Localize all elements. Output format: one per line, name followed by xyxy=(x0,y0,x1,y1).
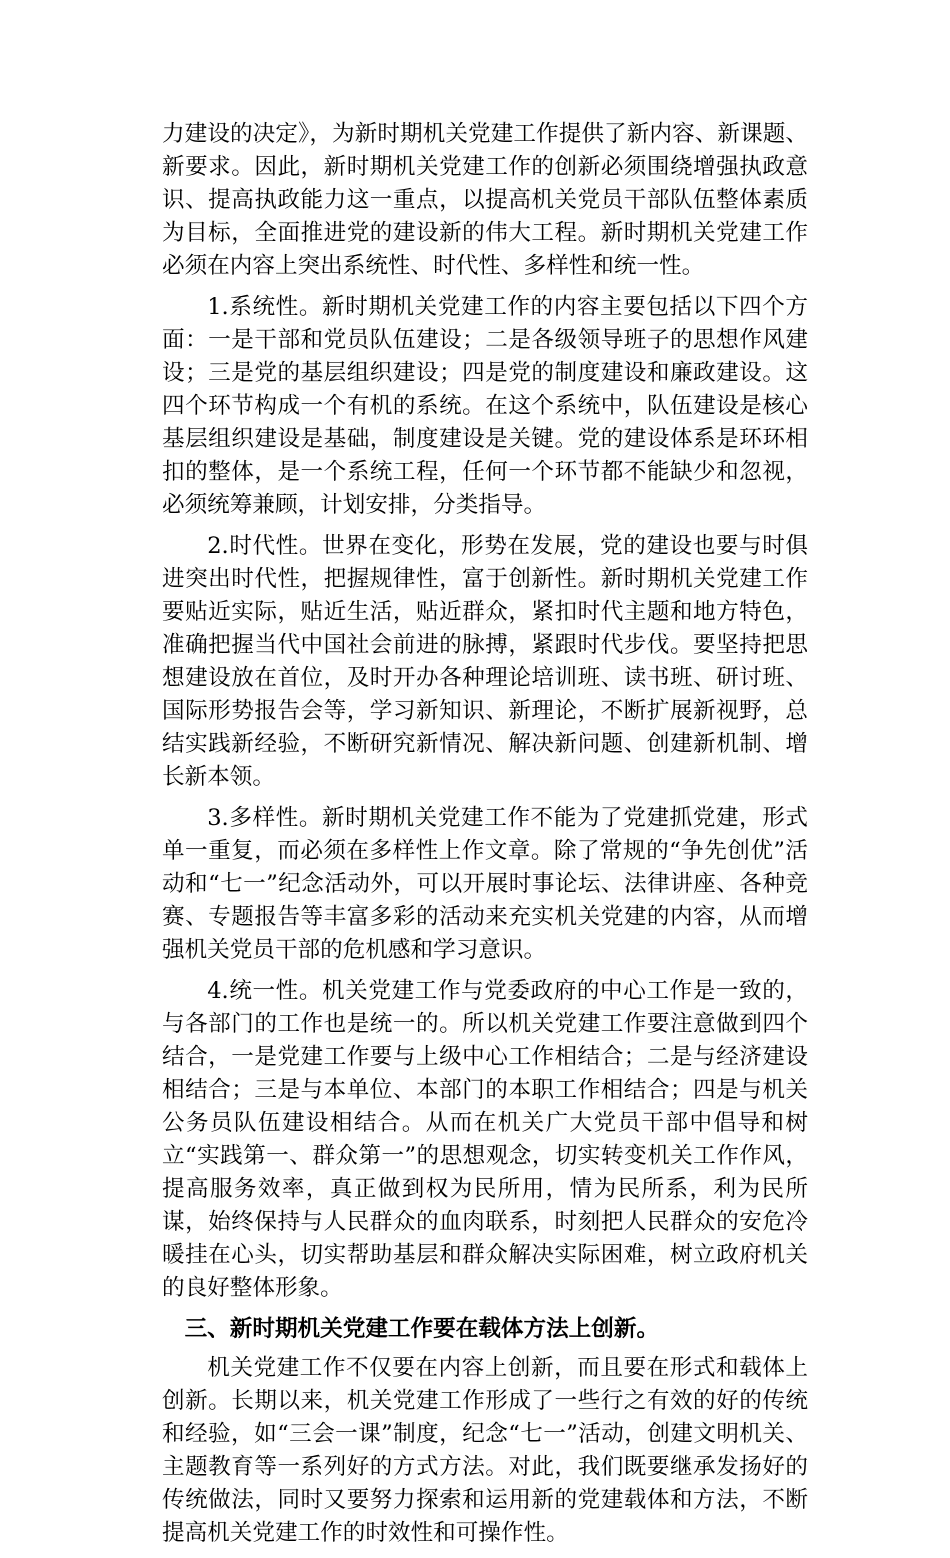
paragraph-closing: 机关党建工作不仅要在内容上创新，而且要在形式和载体上创新。长期以来，机关党建工作形成了一些行之有效的好的传统和经验，如“三会一课”制度，纪念“七一”活动，创建文明机关、主题教育等一系列好的方式方法。对此，我们既要继承发扬好的传统做法，同时又要努力探索和运用新的党建载体和方法，不断提高机关党建工作的时效性和可操作性。 xyxy=(162,1355,808,1546)
paragraph-timeliness: 2.时代性。世界在变化，形势在发展，党的建设也要与时俱进突出时代性，把握规律性，富于创新性。新时期机关党建工作要贴近实际，贴近生活，贴近群众，紧扣时代主题和地方特色，准确把握当代中国社会前进的脉搏，紧跟时代步伐。要坚持把思想建设放在首位，及时开办各种理论培训班、读书班、研讨班、国际形势报告会等，学习新知识、新理论，不断扩展新视野，总结实践新经验，不断研究新情况、解决新问题、创建新机制、增长新本领。 xyxy=(162,533,808,790)
paragraph-systematic: 1.系统性。新时期机关党建工作的内容主要包括以下四个方面：一是干部和党员队伍建设；二是各级领导班子的思想作风建设；三是党的基层组织建设；四是党的制度建设和廉政建设。这四个环节构成一个有机的系统。在这个系统中，队伍建设是核心基层组织建设是基础，制度建设是关键。党的建设体系是环环相扣的整体，是一个系统工程，任何一个环节都不能缺少和忽视，必须统筹兼顾，计划安排，分类指导。 xyxy=(162,294,808,518)
paragraph-unity: 4.统一性。机关党建工作与党委政府的中心工作是一致的，与各部门的工作也是统一的。所以机关党建工作要注意做到四个结合，一是党建工作要与上级中心工作相结合；二是与经济建设相结合；三是与本单位、本部门的本职工作相结合；四是与机关公务员队伍建设相结合。从而在机关广大党员干部中倡导和树立“实践第一、群众第一”的思想观念，切实转变机关工作作风，提高服务效率，真正做到权为民所用，情为民所系，利为民所谋，始终保持与人民群众的血肉联系，时刻把人民群众的安危冷暖挂在心头，切实帮助基层和群众解决实际困难，树立政府机关的良好整体形象。 xyxy=(162,978,808,1301)
section-heading: 三、新时期机关党建工作要在载体方法上创新。 xyxy=(184,1316,660,1342)
paragraph-continuation: 力建设的决定》，为新时期机关党建工作提供了新内容、新课题、新要求。因此，新时期机关党建工作的创新必须围绕增强执政意识、提高执政能力这一重点，以提高机关党员干部队伍整体素质为目标，全面推进党的建设新的伟大工程。新时期机关党建工作必须在内容上突出系统性、时代性、多样性和统一性。 xyxy=(162,121,808,279)
paragraph-diversity: 3.多样性。新时期机关党建工作不能为了党建抓党建，形式单一重复，而必须在多样性上作文章。除了常规的“争先创优”活动和“七一”纪念活动外，可以开展时事论坛、法律讲座、各种竞赛、专题报告等丰富多彩的活动来充实机关党建的内容，从而增强机关党员干部的危机感和学习意识。 xyxy=(162,805,808,963)
document-page xyxy=(162,118,808,1558)
